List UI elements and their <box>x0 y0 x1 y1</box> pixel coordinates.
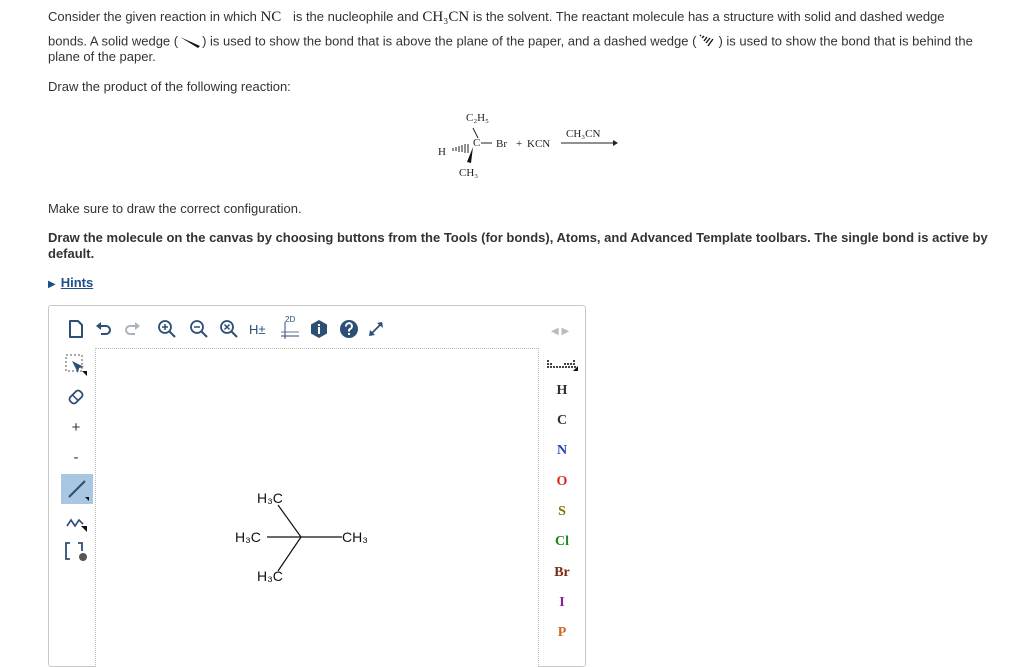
left-toolbar <box>49 348 93 666</box>
atom-button-cl[interactable]: Cl <box>555 534 569 549</box>
configuration-note: Make sure to draw the correct configuration. <box>48 201 302 216</box>
expand-icon <box>367 320 385 338</box>
top-toolbar <box>49 306 585 348</box>
single-bond-icon <box>65 477 89 501</box>
drawing-canvas[interactable] <box>95 348 539 667</box>
question-line-1 <box>48 9 945 25</box>
redo-icon <box>123 320 141 338</box>
hints-link[interactable]: Hints <box>60 275 94 290</box>
zoom-in-button[interactable] <box>157 318 177 340</box>
methyl-label-top[interactable]: H₃C <box>257 490 283 506</box>
reagent-kcn: KCN <box>527 138 551 150</box>
undo-button[interactable] <box>95 318 113 340</box>
atom-toolbar-scroll[interactable] <box>551 326 569 337</box>
atom-button-o[interactable]: O <box>556 474 568 489</box>
zoom-out-icon <box>189 319 209 339</box>
reactant-leaving-group: Br <box>496 138 507 150</box>
chain-tool-button[interactable] <box>63 508 89 534</box>
zoom-in-icon <box>157 319 177 339</box>
draw-product-prompt: Draw the product of the following reaction: <box>48 79 291 94</box>
methyl-label-right[interactable]: CH₃ <box>342 529 368 545</box>
zoom-reset-icon <box>219 319 239 339</box>
reactant-top-substituent: C₂H₅ <box>466 112 489 124</box>
periodic-table-button[interactable] <box>545 358 579 370</box>
question-line-2 <box>48 33 973 51</box>
atom-button-n[interactable]: N <box>556 443 568 458</box>
intro-text-a: Consider the given reaction in which <box>48 9 257 24</box>
atom-button-br[interactable]: Br <box>554 565 570 580</box>
decrease-charge-button[interactable]: - <box>73 448 79 466</box>
line2-text-c: ) is used to show the bond that is behind the <box>718 33 973 49</box>
zoom-reset-button[interactable] <box>219 318 239 340</box>
bracket-template-icon <box>64 539 88 563</box>
zoom-out-button[interactable] <box>189 318 209 340</box>
toggle-hydrogens-button[interactable]: H± <box>249 321 266 337</box>
lasso-select-icon <box>64 353 88 377</box>
chain-icon <box>65 510 87 532</box>
caret-right-icon: ▶ <box>48 279 56 290</box>
periodic-table-icon <box>545 359 579 371</box>
help-button[interactable] <box>339 318 359 340</box>
atom-toolbar <box>539 326 585 666</box>
info-icon <box>309 319 329 339</box>
intro-text-b: is the nucleophile and <box>292 9 419 24</box>
eraser-icon <box>66 387 86 407</box>
selection-tool-button[interactable] <box>63 352 89 378</box>
bond-top <box>278 505 301 537</box>
reaction-arrow <box>561 138 619 148</box>
atom-button-s[interactable]: S <box>558 504 566 519</box>
new-document-icon <box>67 319 85 339</box>
atom-button-c[interactable]: C <box>556 413 568 428</box>
line2-text-b: ) is used to show the bond that is above the plane of the paper, and a dashed wedge ( <box>202 33 697 49</box>
single-bond-button[interactable] <box>61 474 93 504</box>
clean-2d-button[interactable] <box>279 315 301 340</box>
arrow-label-solvent: CH₃CN <box>566 128 601 140</box>
molecule-sketcher <box>48 305 586 667</box>
reactant-h-atom: H <box>438 146 446 158</box>
bond-bottom <box>278 537 301 571</box>
molecule-skeleton <box>96 349 538 667</box>
question-line-3: plane of the paper. <box>48 49 156 64</box>
plus-sign: + <box>516 138 523 150</box>
methyl-label-bottom[interactable]: H₃C <box>257 568 283 584</box>
line2-text-a: bonds. A solid wedge ( <box>48 33 179 49</box>
fullscreen-button[interactable] <box>367 318 385 340</box>
chevron-right-icon[interactable]: ▶ <box>561 326 570 337</box>
increase-charge-button[interactable]: + <box>71 418 81 436</box>
atom-button-h[interactable]: H <box>556 383 568 398</box>
dashed-wedge-bond <box>453 144 468 153</box>
reactant-bottom-substituent: CH₃ <box>459 167 479 179</box>
clean-2d-label: 2D <box>285 315 296 324</box>
help-icon <box>339 319 359 339</box>
clear-canvas-button[interactable] <box>67 318 85 340</box>
atom-button-i[interactable]: I <box>559 595 565 610</box>
template-tool-button[interactable] <box>63 538 89 564</box>
solid-wedge-icon <box>178 35 202 49</box>
intro-text-c: is the solvent. The reactant molecule has a structure with solid and dashed wedge <box>472 9 945 24</box>
nucleophile-formula: NC <box>260 9 282 25</box>
methyl-label-left[interactable]: H₃C <box>235 529 261 545</box>
undo-icon <box>95 320 113 338</box>
drawing-instructions: Draw the molecule on the canvas by choosing buttons from the Tools (for bonds), Atoms, and Advanced Template toolbars. The single bond is active by default. <box>48 230 988 261</box>
eraser-tool-button[interactable] <box>63 384 89 410</box>
info-button[interactable] <box>309 318 329 340</box>
hints-toggle[interactable] <box>48 275 93 293</box>
dashed-wedge-icon <box>696 33 718 51</box>
solvent-formula: CH₃CN <box>422 9 470 25</box>
redo-button[interactable] <box>123 318 141 340</box>
chevron-left-icon[interactable]: ◀ <box>551 326 559 337</box>
atom-button-p[interactable]: P <box>557 625 567 640</box>
reactant-center-carbon: C <box>473 137 481 149</box>
